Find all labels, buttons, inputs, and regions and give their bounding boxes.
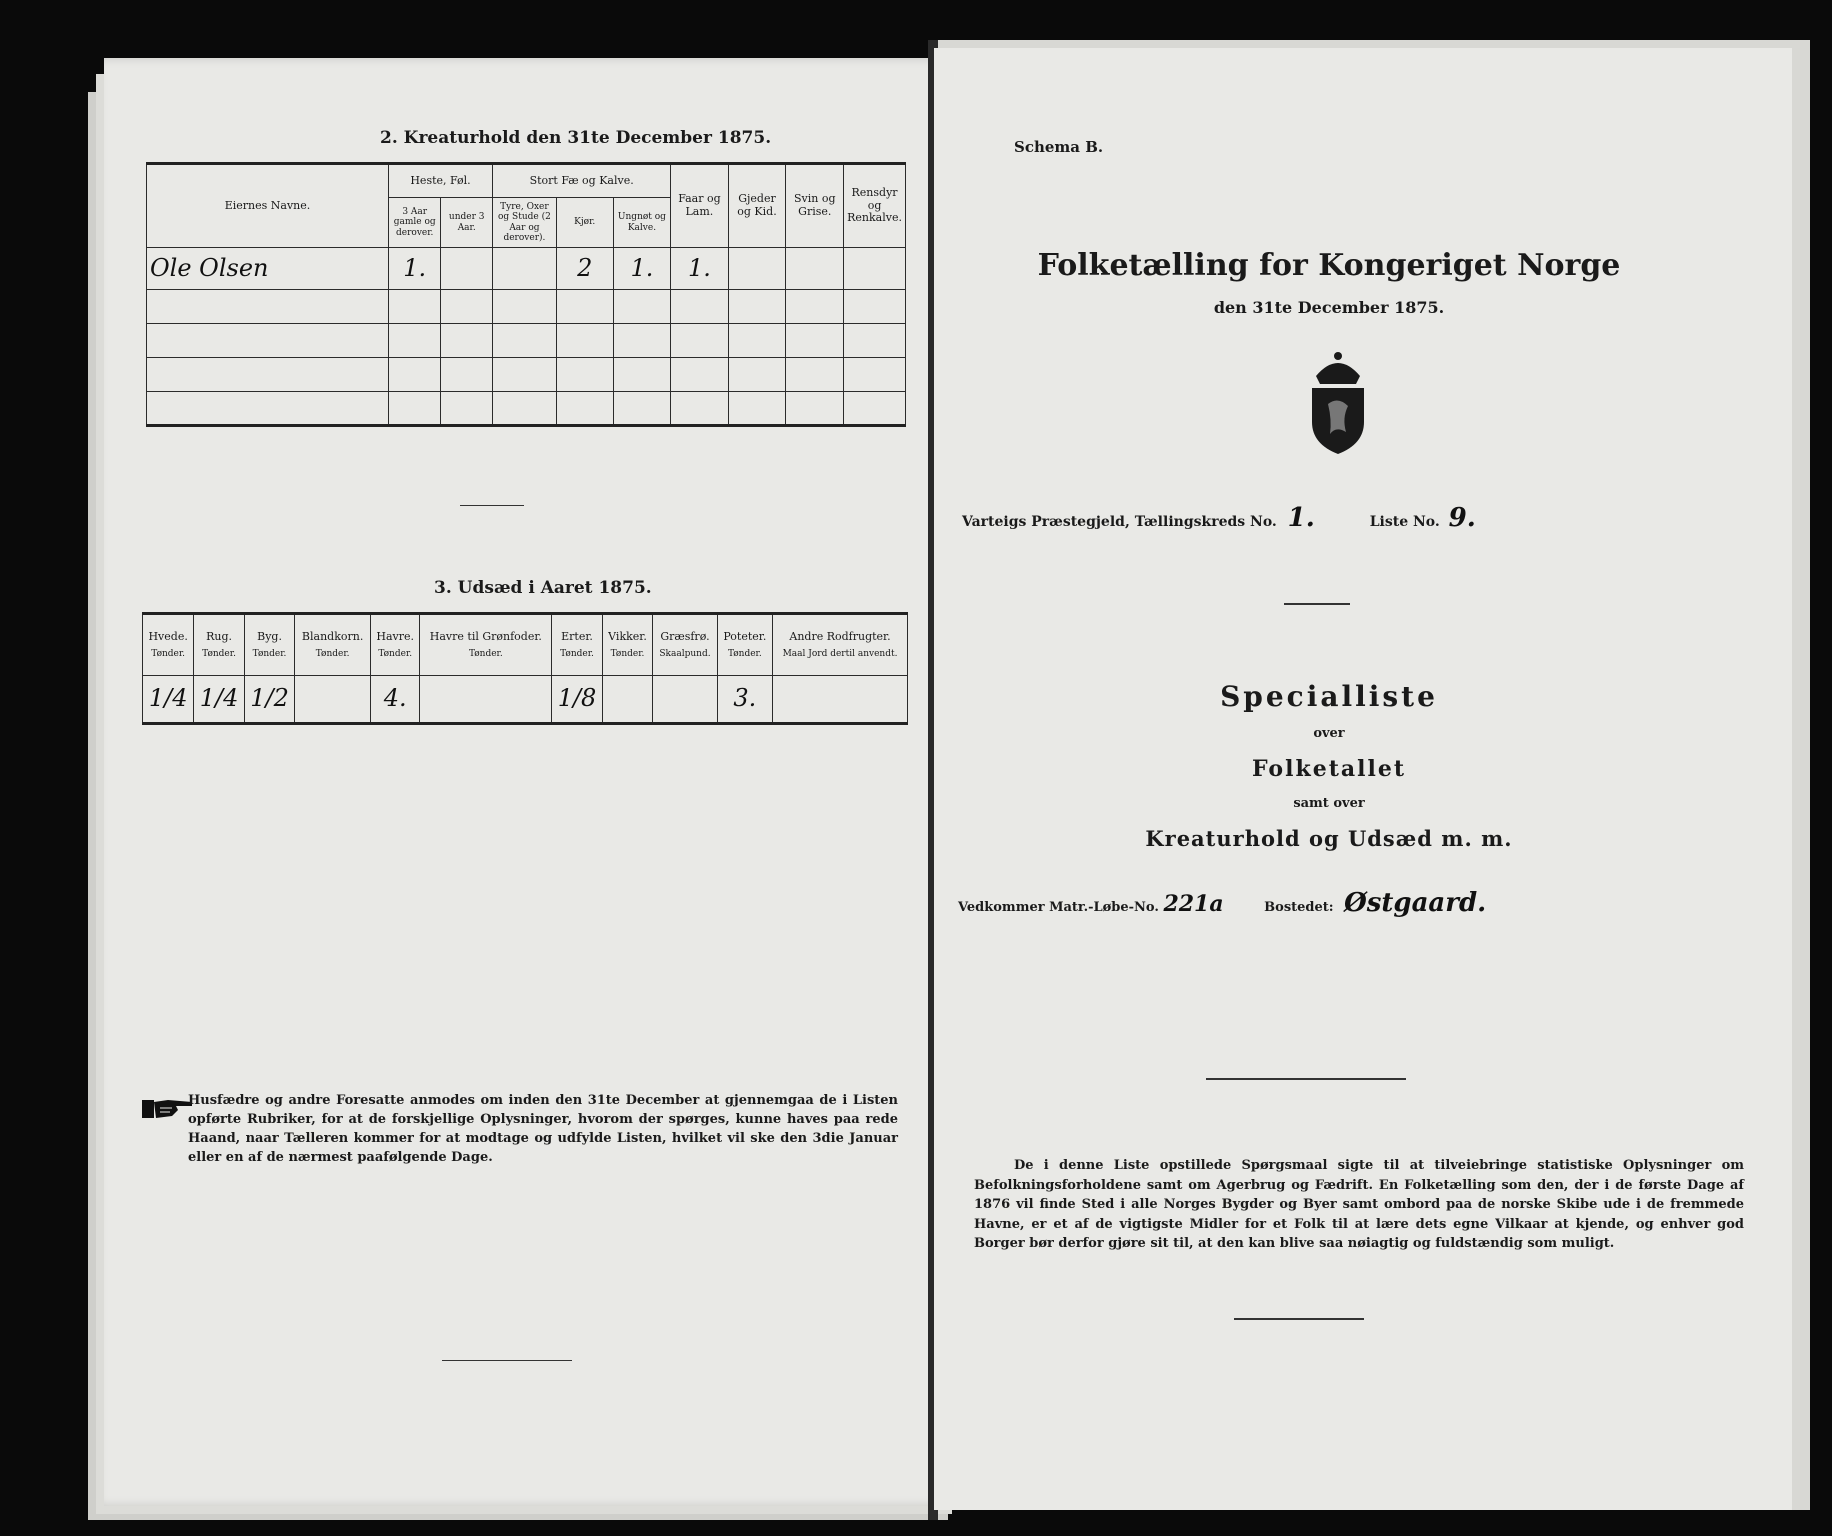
main-subtitle: den 31te December 1875. [1213, 298, 1445, 317]
seed-crop-label: Byg. [257, 629, 282, 643]
table-row [147, 324, 906, 358]
bosted-label: Bostedet: [1264, 900, 1334, 915]
seed-crop-label: Havre. [376, 629, 415, 643]
seed-unit-label: Tønder. [252, 649, 287, 660]
samt-over-text: samt over [1293, 796, 1365, 811]
district-label: Tællingskreds No. [1134, 514, 1277, 530]
horse-old-cell: 1. [389, 248, 441, 290]
seed-value-cell: 1/2 [244, 676, 294, 724]
seed-unit-label: Tønder. [468, 649, 503, 660]
young-cattle-cell: 1. [613, 248, 671, 290]
district-value: 1. [1287, 503, 1315, 533]
horse-young-header: under 3 Aar. [441, 198, 493, 248]
seed-unit-label: Tønder. [378, 649, 413, 660]
livestock-table [146, 162, 906, 427]
seed-value-cell: 4. [371, 676, 420, 724]
divider [1206, 1078, 1406, 1080]
parish-value: Varteigs [962, 514, 1027, 530]
folketallet-text: Folketallet [1252, 756, 1406, 782]
list-label: Liste No. [1369, 514, 1440, 530]
seed-crop-label: Havre til Grønfoder. [429, 629, 542, 643]
seed-header-cell [773, 614, 908, 676]
bosted-value: Østgaard. [1344, 888, 1487, 918]
over-text: over [1313, 726, 1345, 741]
seed-header-cell [244, 614, 294, 676]
seed-value-cell [295, 676, 371, 724]
seed-crop-label: Græsfrø. [660, 629, 710, 643]
seed-crop-label: Blandkorn. [301, 629, 364, 643]
seed-value-cell: 1/4 [143, 676, 194, 724]
seed-crop-label: Hvede. [148, 629, 188, 643]
cattle-header: Stort Fæ og Kalve. [493, 164, 671, 198]
seed-value-cell [602, 676, 653, 724]
seed-unit-label: Skaalpund. [659, 649, 711, 660]
goats-header: Gjeder og Kid. [728, 164, 786, 248]
main-title: Folketælling for Kongeriget Norge [1037, 248, 1621, 283]
seed-header-cell [295, 614, 371, 676]
divider [1234, 1318, 1364, 1320]
right-page [934, 48, 1792, 1510]
seed-unit-label: Tønder. [151, 649, 186, 660]
parish-label: Præstegjeld, [1031, 514, 1130, 530]
kreaturhold-text: Kreaturhold og Udsæd m. m. [1145, 826, 1513, 851]
info-paragraph: De i denne Liste opstillede Spørgsmaal sigte til at tilveiebringe statistiske Oplysninger om Befolkningsforholdene samt om Agerbrug og Fædrift. En Folketælling som den, der i de første Dage af 1876 vil finde Sted i alle Norges Bygder og Byer samt ombord paa de norske Skibe ude i de fremmede Havne, er et af de vigtigste Midler for et Folk til at lære dets egne Vilkaar at kjende, og enhver god Borger bør derfor gjøre sit til, at den kan blive saa nøiagtig og fuldstændig som muligt. [974, 1158, 1744, 1251]
seed-unit-label: Tønder. [315, 649, 350, 660]
schema-label: Schema B. [1014, 138, 1104, 156]
seed-header-cell [552, 614, 602, 676]
specialliste-title: Specialliste [1220, 680, 1438, 713]
coat-of-arms-icon [1302, 348, 1374, 458]
horse-old-header: 3 Aar gamle og derover. [389, 198, 441, 248]
table-row [147, 358, 906, 392]
reindeer-header: Rensdyr og Renkalve. [844, 164, 906, 248]
section3-title: 3. Udsæd i Aaret 1875. [434, 578, 652, 598]
matr-label: Vedkommer Matr.-Løbe-No. [958, 900, 1159, 915]
seed-header-cell [143, 614, 194, 676]
reindeer-cell [844, 248, 906, 290]
seed-value-cell [420, 676, 552, 724]
left-page [104, 58, 950, 1506]
seed-header-cell [371, 614, 420, 676]
table-row [147, 290, 906, 324]
horse-young-cell [441, 248, 493, 290]
goats-cell [728, 248, 786, 290]
divider [442, 1360, 572, 1361]
section2-title: 2. Kreaturhold den 31te December 1875. [380, 128, 772, 148]
parish-line [962, 503, 1476, 533]
pointing-hand-icon [142, 1096, 194, 1122]
seed-value-cell: 1/4 [194, 676, 244, 724]
seed-crop-label: Andre Rodfrugter. [789, 629, 891, 643]
seed-header-cell [717, 614, 772, 676]
pigs-cell [786, 248, 844, 290]
seed-value-cell: 1/8 [552, 676, 602, 724]
seed-unit-label: Tønder. [610, 649, 645, 660]
owner-header: Eiernes Navne. [147, 164, 389, 248]
owner-cell: Ole Olsen [147, 248, 389, 290]
table-row [147, 248, 906, 290]
seed-value-cell [773, 676, 908, 724]
seed-value-cell [653, 676, 717, 724]
divider [460, 505, 524, 506]
seed-crop-label: Erter. [561, 629, 593, 643]
bulls-header: Tyre, Oxer og Stude (2 Aar og derover). [493, 198, 557, 248]
seed-crop-label: Poteter. [723, 629, 767, 643]
seed-header-cell [420, 614, 552, 676]
seed-crop-label: Vikker. [608, 629, 647, 643]
table-row [147, 392, 906, 426]
seed-unit-label: Maal Jord dertil anvendt. [782, 649, 898, 660]
seed-header-cell [653, 614, 717, 676]
divider [1284, 603, 1350, 605]
sheep-header: Faar og Lam. [671, 164, 728, 248]
horses-header: Heste, Føl. [389, 164, 493, 198]
cows-cell: 2 [556, 248, 613, 290]
matr-line [958, 888, 1486, 918]
notice-text: Husfædre og andre Foresatte anmodes om inden den 31te December at gjennemgaa de i Listen opførte Rubriker, for at de forskjellige Oplysninger, hvorom der spørges, kunne haves paa rede Haand, naar Tælleren kommer for at modtage og udfylde Listen, hvilket vil ske den 3die Januar eller en af de nærmest paafølgende Dage. [188, 1093, 898, 1165]
seed-unit-label: Tønder. [727, 649, 762, 660]
bulls-cell [493, 248, 557, 290]
seed-unit-label: Tønder. [202, 649, 236, 660]
seed-unit-label: Tønder. [560, 649, 594, 660]
cows-header: Kjør. [556, 198, 613, 248]
seed-value-cell: 3. [717, 676, 772, 724]
seed-header-cell [602, 614, 653, 676]
pigs-header: Svin og Grise. [786, 164, 844, 248]
seed-header-cell [194, 614, 244, 676]
seed-table [142, 612, 908, 725]
sheep-cell: 1. [671, 248, 728, 290]
young-cattle-header: Ungnøt og Kalve. [613, 198, 671, 248]
list-value: 9. [1448, 503, 1476, 533]
matr-value: 221a [1163, 891, 1224, 917]
seed-crop-label: Rug. [206, 629, 232, 643]
